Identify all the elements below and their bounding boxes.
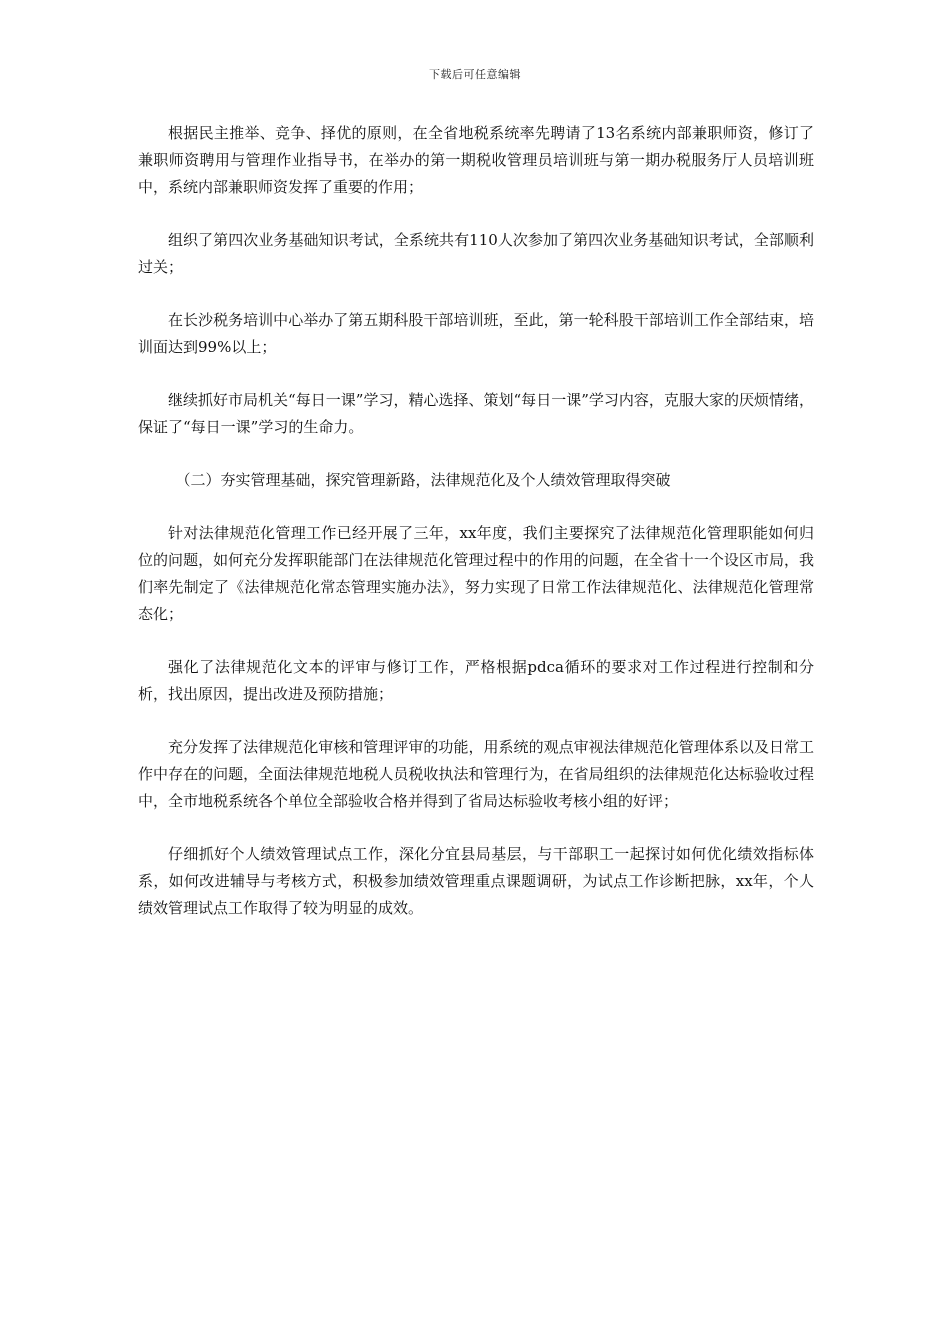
section-heading: （二）夯实管理基础，探究管理新路，法律规范化及个人绩效管理取得突破 <box>175 471 671 489</box>
paragraph-4: 继续抓好市局机关“每日一课”学习，精心选择、策划“每日一课”学习内容，克服大家的厌烦情绪，保证了“每日一课”学习的生命力。 <box>138 391 814 436</box>
paragraph-2: 组织了第四次业务基础知识考试，全系统共有110人次参加了第四次业务基础知识考试，全部顺利过关； <box>138 231 814 276</box>
paragraph-5: 针对法律规范化管理工作已经开展了三年，xx年度，我们主要探究了法律规范化管理职能如何归位的问题，如何充分发挥职能部门在法律规范化管理过程中的作用的问题，在全省十一个设区市局，我们率先制定了《法律规范化常态管理实施办法》，努力实现了日常工作法律规范化、法律规范化管理常态化； <box>138 524 814 623</box>
paragraph-6: 强化了法律规范化文本的评审与修订工作，严格根据pdca循环的要求对工作过程进行控制和分析，找出原因，提出改进及预防措施； <box>138 658 814 703</box>
paragraph-3: 在长沙税务培训中心举办了第五期科股干部培训班，至此，第一轮科股干部培训工作全部结束，培训面达到99%以上； <box>138 311 814 356</box>
paragraph-1: 根据民主推举、竞争、择优的原则，在全省地税系统率先聘请了13名系统内部兼职师资，修订了兼职师资聘用与管理作业指导书，在举办的第一期税收管理员培训班与第一期办税服务厅人员培训班中，系统内部兼职师资发挥了重要的作用； <box>138 124 814 196</box>
paragraph-8: 仔细抓好个人绩效管理试点工作，深化分宜县局基层，与干部职工一起探讨如何优化绩效指标体系，如何改进辅导与考核方式，积极参加绩效管理重点课题调研，为试点工作诊断把脉，xx年，个人绩效管理试点工作取得了较为明显的成效。 <box>138 845 814 917</box>
document-body <box>138 120 814 948</box>
paragraph-7: 充分发挥了法律规范化审核和管理评审的功能，用系统的观点审视法律规范化管理体系以及日常工作中存在的问题，全面法律规范地税人员税收执法和管理行为，在省局组织的法律规范化达标验收过程中，全市地税系统各个单位全部验收合格并得到了省局达标验收考核小组的好评； <box>138 738 814 810</box>
page-header: 下载后可任意编辑 <box>429 68 521 81</box>
